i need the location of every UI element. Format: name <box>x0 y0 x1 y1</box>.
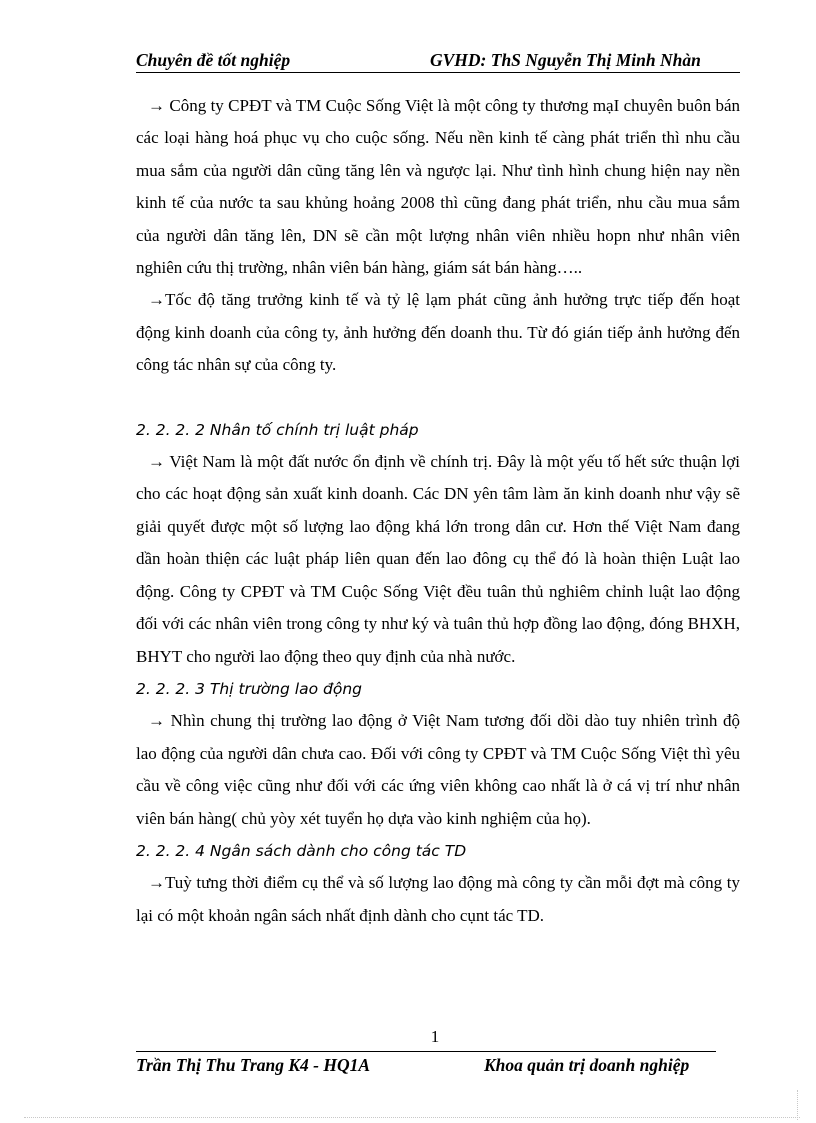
paragraph-economy-1: → Công ty CPĐT và TM Cuộc Sống Việt là một công ty thương mạI chuyên buôn bán các loại hàng hoá phục vụ cho cuộc sống. Nếu nền kinh tế càng phát triển thì nhu cầu mua sắm của người dân cũng tăng lên và ngược lại. Như tình hình chung hiện nay nền kinh tế của nước ta sau khủng hoảng 2008 thì cũng đang phát triển, nhu cầu mua sắm của người dân tăng lên, DN sẽ cần một lượng nhân viên nhiều hopn như nhân viên nghiên cứu thị trường, nhân viên bán hàng, giám sát bán hàng….. <box>136 96 740 278</box>
footer-author: Trần Thị Thu Trang K4 - HQ1A <box>136 1055 371 1075</box>
header-advisor: GVHD: ThS Nguyễn Thị Minh Nhàn <box>430 50 701 70</box>
section-heading-labor-market: 2. 2. 2. 3 Thị trường lao động <box>136 679 363 698</box>
page-footer <box>136 1051 716 1078</box>
section-heading-budget: 2. 2. 2. 4 Ngân sách dành cho công tác TD <box>136 841 467 860</box>
paragraph-labor-market: → Nhìn chung thị trường lao động ở Việt Nam tương đối dồi dào tuy nhiên trình độ lao động của người dân chưa cao. Đối với công ty CPĐT và TM Cuộc Sống Việt thì yêu cầu về công việc cũng như đối với các ứng viên không cao nhất là ở cá vị trí như nhân viên bán hàng( chủ yòy xét tuyển họ dựa vào kinh nghiệm của họ). <box>136 711 740 828</box>
spacer <box>136 382 740 414</box>
paragraph-politics: → Việt Nam là một đất nước ổn định về chính trị. Đây là một yếu tố hết sức thuận lợi cho các hoạt động sản xuất kinh doanh. Các DN yên tâm làm ăn kinh doanh như vậy sẽ giải quyết được một số lượng lao động khá lớn trong dân cư. Hơn thế Việt Nam đang dần hoàn thiện các luật pháp liên quan đến lao đông cụ thể đó là hoàn thiện Luật lao động. Công ty CPĐT và TM Cuộc Sống Việt đều tuân thủ nghiêm chỉnh luật lao động đối với các nhân viên trong công ty như ký và tuân thủ hợp đồng lao động, đóng BHXH, BHYT cho người lao động theo quy định của nhà nước. <box>136 452 740 666</box>
header-title: Chuyên đề tốt nghiệp <box>136 50 291 70</box>
page-number: 1 <box>430 1027 440 1046</box>
page-header <box>136 46 740 73</box>
section-heading-politics: 2. 2. 2. 2 Nhân tố chính trị luật pháp <box>136 420 419 439</box>
paragraph-economy-2: →Tốc độ tăng trưởng kinh tế và tỷ lệ lạm phát cũng ảnh hưởng trực tiếp đến hoạt động kinh doanh của công ty, ảnh hưởng đến doanh thu. Từ đó gián tiếp ảnh hưởng đến công tác nhân sự của công ty. <box>136 290 740 375</box>
page-edge-corner <box>797 1090 798 1120</box>
page-edge-divider <box>24 1117 800 1118</box>
document-body <box>136 90 740 932</box>
paragraph-budget: →Tuỳ tưng thời điểm cụ thể và số lượng lao động mà công ty cần mỗi đợt mà công ty lại có một khoản ngân sách nhất định dành cho cụnt tác TD. <box>136 873 740 925</box>
footer-faculty: Khoa quản trị doanh nghiệp <box>484 1055 690 1075</box>
